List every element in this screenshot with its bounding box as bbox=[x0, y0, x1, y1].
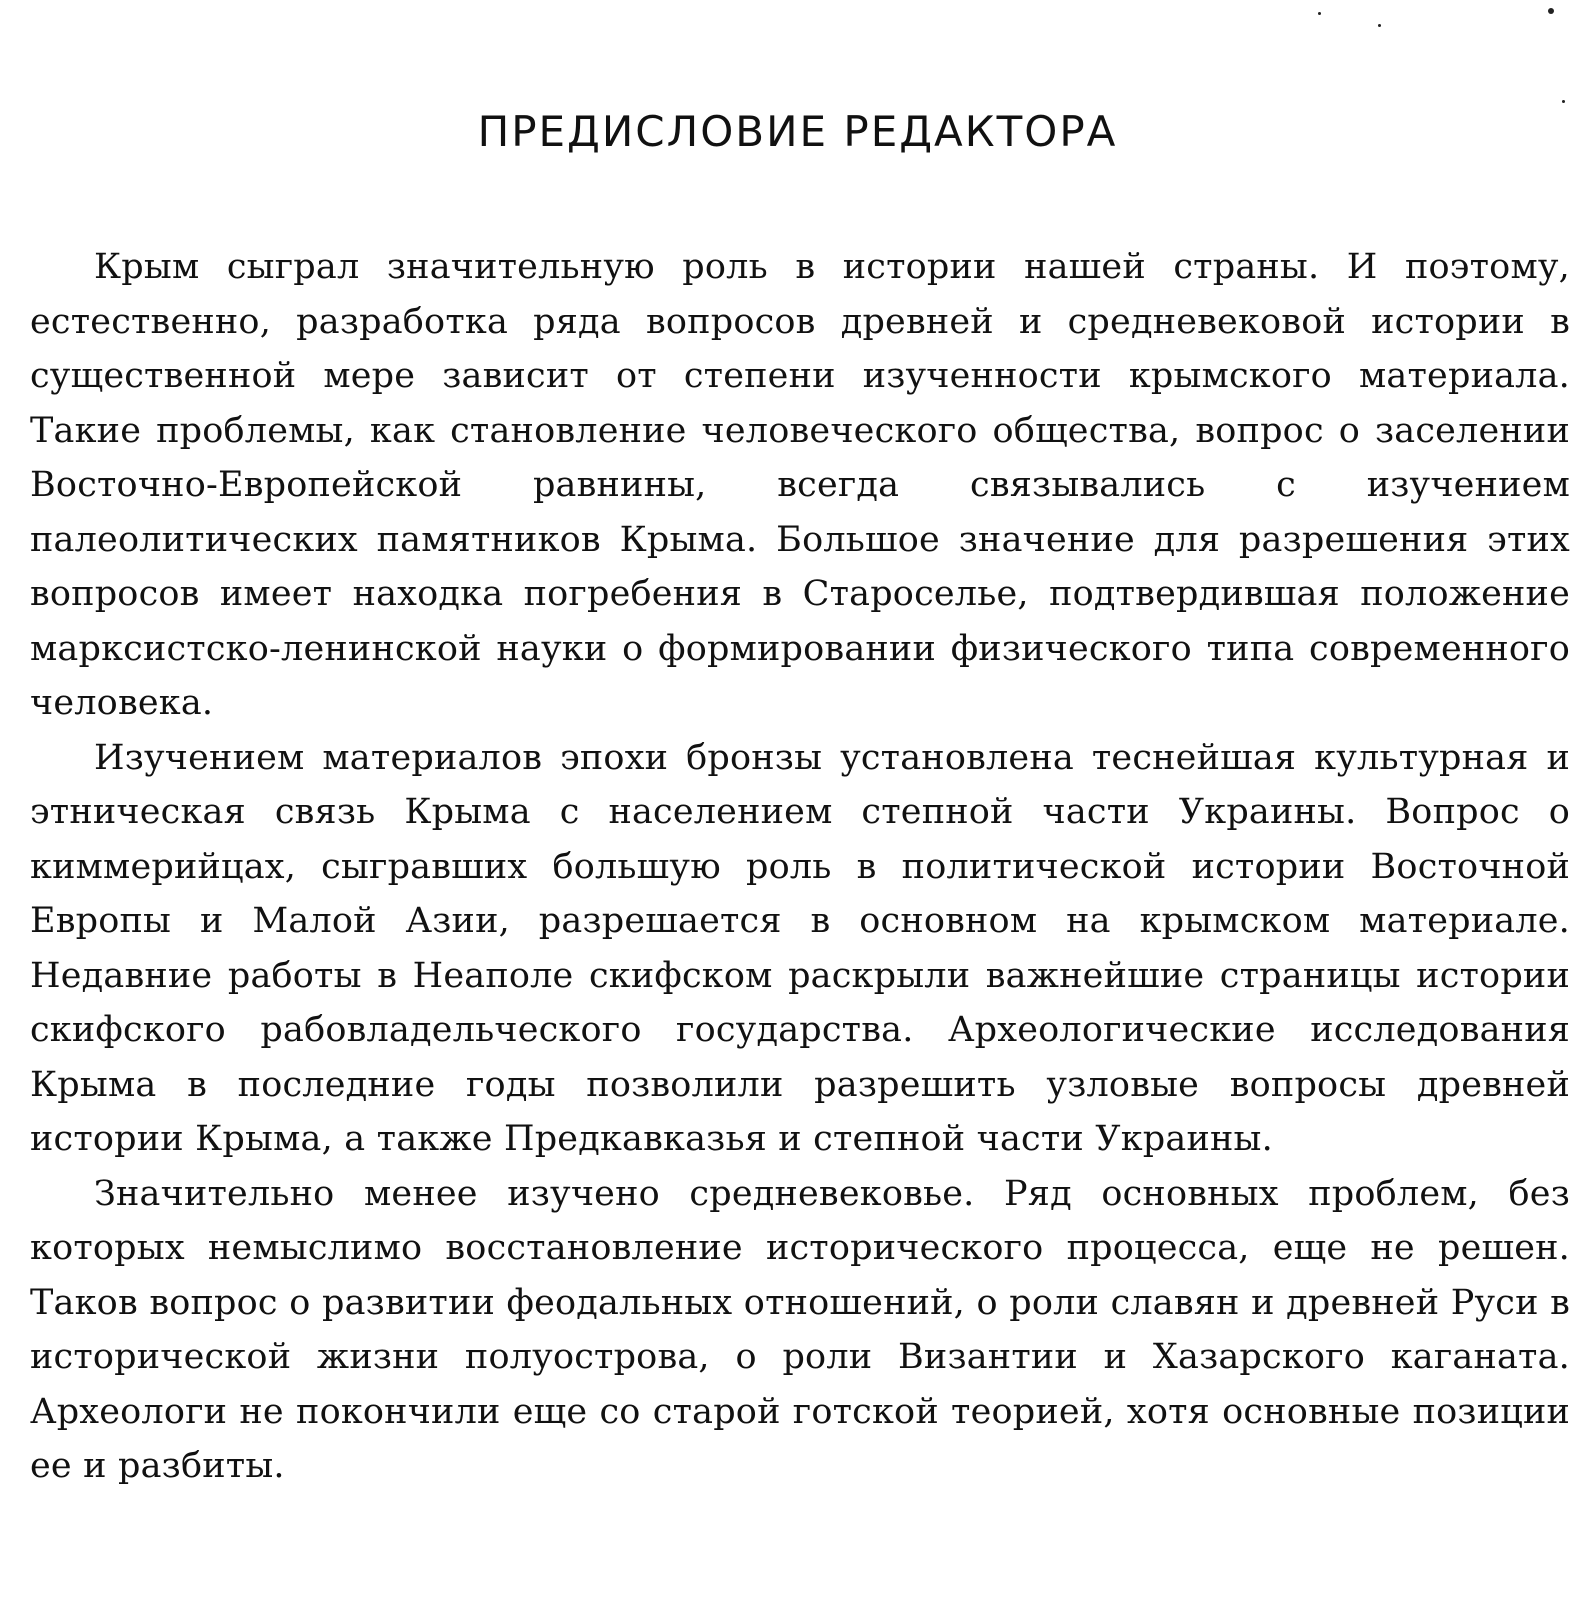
body-text bbox=[30, 240, 1570, 1494]
paragraph-3: Значительно менее изучено средневековье. Ряд основных проблем, без которых немыслимо восстановление исторического процесса, еще не решен. Таков вопрос о развитии феодальных отношений, о роли славян и древней Руси в исторической жизни полуострова, о роли Византии и Хазарского каганата. Археологи не покончили еще со старой готской теорией, хотя основные позиции ее и разбиты. bbox=[30, 1173, 1570, 1486]
page-title: ПРЕДИСЛОВИЕ РЕДАКТОРА bbox=[477, 107, 1118, 156]
scan-speck bbox=[1548, 8, 1554, 14]
scan-speck bbox=[1318, 12, 1321, 15]
scan-speck bbox=[1378, 24, 1381, 27]
paragraph-2: Изучением материалов эпохи бронзы установлена теснейшая культурная и этническая связь Крыма с населением степной части Украины. Вопрос о киммерийцах, сыгравших большую роль в политической истории Восточной Европы и Малой Азии, разрешается в основном на крымском материале. Недавние работы в Неаполе скифском раскрыли важнейшие страницы истории скифского рабовладельческого государства. Археологические исследования Крыма в последние годы позволили разрешить узловые вопросы древней истории Крыма, а также Предкавказья и степной части Украины. bbox=[30, 737, 1570, 1159]
paragraph-1: Крым сыграл значительную роль в истории нашей страны. И поэтому, естественно, разработка ряда вопросов древней и средневековой истории в существенной мере зависит от степени изученности крымского материала. Такие проблемы, как становление человеческого общества, вопрос о заселении Восточно-Европейской равнины, всегда связывались с изучением палеолитических памятников Крыма. Большое значение для разрешения этих вопросов имеет находка погребения в Староселье, подтвердившая положение марксистско-ленинской науки о формировании физического типа современного человека. bbox=[30, 247, 1570, 723]
